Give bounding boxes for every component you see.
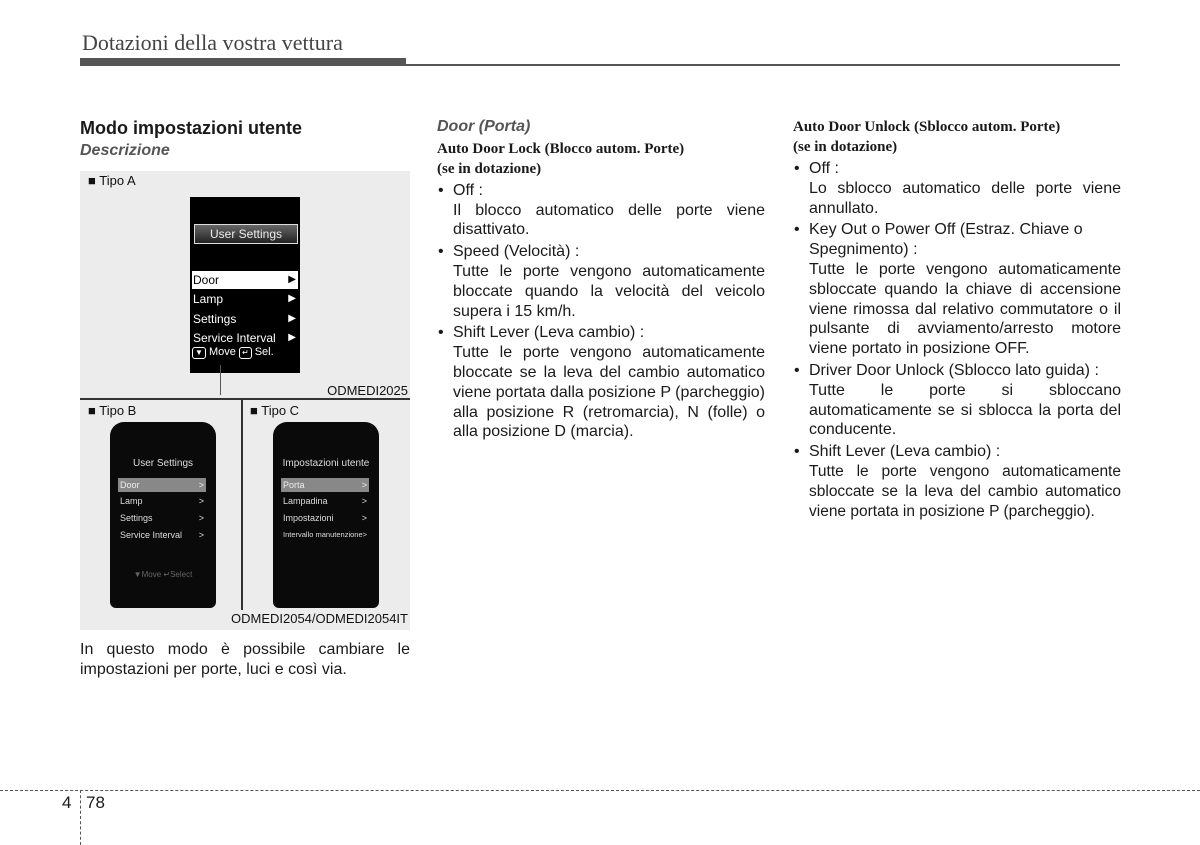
- figure-label-tipo-a: ■ Tipo A: [88, 173, 136, 188]
- chevron-right-icon: >: [362, 530, 367, 539]
- figure-code-bc: ODMEDI2054/ODMEDI2054IT: [230, 611, 408, 626]
- screen-a-item-door: Door ▶: [193, 273, 296, 287]
- unlock-shift-lever-label: • Shift Lever (Leva cambio) :: [793, 442, 1121, 462]
- chevron-right-icon: >: [198, 530, 204, 540]
- arrow-right-icon: ▶: [288, 332, 296, 343]
- door-subtitle: Door (Porta): [437, 118, 531, 135]
- chevron-right-icon: >: [198, 480, 204, 490]
- chevron-right-icon: >: [361, 496, 367, 506]
- header-rule-thick: [80, 58, 406, 66]
- unlock-off-label: • Off :: [793, 159, 1121, 179]
- section-subtitle: Descrizione: [80, 142, 170, 159]
- display-figure: [80, 171, 410, 630]
- unlock-driver-door-label: • Driver Door Unlock (Sblocco lato guida) :: [793, 361, 1121, 381]
- screen-a-item-settings: Settings ▶: [193, 312, 296, 326]
- screen-tipo-c: [273, 422, 379, 608]
- screen-b-item-settings: Settings >: [120, 513, 204, 523]
- page-number: 78: [86, 793, 105, 812]
- screen-c-item-porta: Porta >: [283, 480, 367, 490]
- screen-a-footer: ▼ Move ↵ Sel.: [192, 346, 298, 362]
- footer-rule: [0, 790, 1200, 791]
- screen-a-header: User Settings: [194, 224, 298, 244]
- square-bullet-icon: ■: [88, 173, 96, 188]
- screen-c-item-intervallo: Intervallo manutenzione >: [281, 528, 369, 542]
- chevron-right-icon: >: [361, 480, 367, 490]
- figure-label-tipo-b: ■ Tipo B: [88, 403, 137, 418]
- figure-code-a: ODMEDI2025: [327, 383, 408, 398]
- screen-c-item-lampadina: Lampadina >: [283, 496, 367, 506]
- chevron-right-icon: >: [198, 513, 204, 523]
- auto-door-unlock-heading: Auto Door Unlock (Sblocco autom. Porte): [793, 119, 1061, 135]
- arrow-right-icon: ▶: [288, 293, 296, 304]
- figure-divider-horizontal: [80, 398, 410, 400]
- auto-door-lock-heading: Auto Door Lock (Blocco autom. Porte): [437, 140, 685, 157]
- intro-paragraph: In questo modo è possibile cambiare le impostazioni per porte, luci e così via.: [80, 641, 410, 678]
- option-off-label: • Off :: [437, 181, 765, 201]
- running-header: Dotazioni della vostra vettura: [82, 30, 343, 55]
- screen-a-item-service-interval: Service Interval ▶: [193, 331, 296, 345]
- chapter-number: 4: [62, 793, 72, 812]
- header-rule-thin: [406, 64, 1120, 66]
- footer-divider: [80, 790, 81, 845]
- column-1: [80, 118, 410, 160]
- unlock-key-out-label: • Key Out o Power Off (Estraz. Chiave o Spegnimento) :: [793, 220, 1121, 260]
- square-bullet-icon: ■: [88, 403, 96, 418]
- down-arrow-icon: ▼: [192, 347, 206, 359]
- screen-a-item-lamp: Lamp ▶: [193, 292, 296, 306]
- auto-door-lock-heading-note: (se in dotazione): [437, 160, 542, 177]
- arrow-right-icon: ▶: [288, 274, 296, 285]
- arrow-right-icon: ▶: [288, 313, 296, 324]
- screen-tipo-a: [190, 197, 300, 373]
- screen-b-item-lamp: Lamp >: [120, 496, 204, 506]
- screen-b-item-door: Door >: [120, 480, 204, 490]
- unlock-driver-door-desc: Tutte le porte si sbloccano automaticamente se si sblocca la porta del conducente.: [809, 381, 1121, 439]
- screen-tipo-b: [110, 422, 216, 608]
- figure-label-tipo-c: ■ Tipo C: [250, 403, 300, 418]
- column-3: [793, 117, 1121, 523]
- unlock-off-desc: Lo sblocco automatico delle porte viene annullato.: [809, 179, 1121, 217]
- chevron-right-icon: >: [361, 513, 367, 523]
- column-2: [437, 117, 765, 444]
- option-shift-lever-label: • Shift Lever (Leva cambio) :: [437, 323, 765, 343]
- screen-b-title: User Settings: [132, 458, 194, 469]
- enter-icon: ↵: [239, 347, 252, 359]
- square-bullet-icon: ■: [250, 403, 258, 418]
- option-off-desc: Il blocco automatico delle porte viene disattivato.: [453, 201, 765, 239]
- unlock-shift-lever-desc: Tutte le porte vengono automaticamente sbloccate se la leva del cambio automatico viene portata in posizione P (parcheggio).: [809, 462, 1121, 520]
- screen-a-divider: [220, 365, 221, 395]
- screen-c-item-impostazioni: Impostazioni >: [283, 513, 367, 523]
- chevron-right-icon: >: [198, 496, 204, 506]
- option-shift-lever-desc: Tutte le porte vengono automaticamente bloccate se la leva del cambio automatico viene portata dalla posizione P (parcheggio) alla posizione R (retromarcia), N (folle) o alla posizione D (marcia).: [453, 344, 765, 441]
- section-title: Modo impostazioni utente: [80, 118, 302, 138]
- option-speed-label: • Speed (Velocità) :: [437, 242, 765, 262]
- screen-b-item-service-interval: Service Interval >: [120, 530, 204, 540]
- figure-divider-vertical: [241, 398, 243, 610]
- unlock-key-out-desc: Tutte le porte vengono automaticamente sbloccate quando la chiave di accensione viene rimossa dal relativo commutatore o il pulsante di avviamento/arresto motore viene portato in posizione OFF.: [809, 260, 1121, 358]
- screen-c-title: Impostazioni utente: [282, 458, 370, 469]
- option-speed-desc: Tutte le porte vengono automaticamente bloccate quando la velocità del veicolo supera i 15 km/h.: [453, 262, 765, 320]
- auto-door-unlock-heading-note: (se in dotazione): [793, 139, 898, 155]
- screen-b-footer: ▼Move ↵Select: [133, 570, 193, 579]
